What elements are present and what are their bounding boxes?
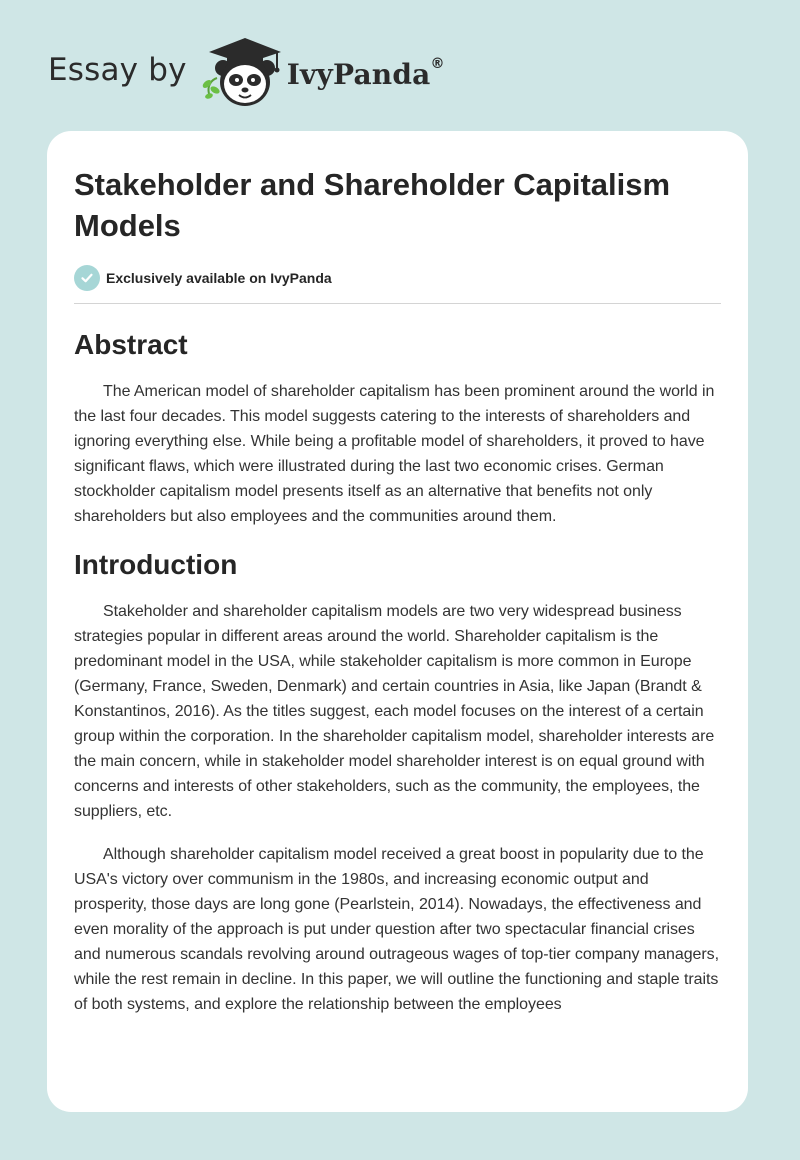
introduction-paragraph: Although shareholder capitalism model received a great boost in popularity due to the USA's victory over communism in the 1980s, and increasing economic output and prosperity, those days are long gone (Pearlstein, 2014). Nowadays, the effectiveness and even morality of the approach is put under question after two spectacular financial crises and numerous scandals revolving around outrageous wages of top-tier company managers, while the rest remain in decline. In this paper, we will outline the functioning and staple traits of both systems, and explore the relationship between the employees <box>74 846 720 1013</box>
essay-by-label: Essay by <box>48 52 187 88</box>
panda-graduate-logo-icon[interactable] <box>199 34 285 110</box>
section-heading-introduction: Introduction <box>74 549 238 580</box>
introduction-paragraph: Stakeholder and shareholder capitalism models are two very widespread business strategies popular in different areas around the world. Shareholder capitalism is the predominant model in the USA, while stakeholder capitalism is more common in Europe (Germany, France, Sweden, Denmark) and certain countries in Asia, like Japan (Brandt & Konstantinos, 2016). As the titles suggest, each model focuses on the interest of a certain group within the corporation. In the shareholder capitalism model, shareholder interests are the main concern, while in stakeholder model shareholder interest is on equal ground with concerns and interests of other stakeholders, such as the community, the employees, the suppliers, etc. <box>74 603 715 820</box>
site-header <box>48 34 445 110</box>
brand-name-text: IvyPanda <box>286 57 431 91</box>
availability-badge <box>74 264 721 292</box>
check-icon <box>74 265 100 291</box>
abstract-section <box>74 328 721 529</box>
registered-mark: ® <box>430 55 445 72</box>
section-heading-abstract: Abstract <box>74 329 188 360</box>
availability-text: Exclusively available on IvyPanda <box>106 270 332 286</box>
abstract-paragraph: The American model of shareholder capitalism has been prominent around the world in the last four decades. This model suggests catering to the interests of shareholders and ignoring everything else. While being a profitable model of shareholders, it proved to have significant flaws, which were illustrated during the last two economic crises. German stockholder capitalism model presents itself as an alternative that benefits not only shareholders but also employees and the communities around them. <box>74 383 715 525</box>
essay-title: Stakeholder and Shareholder Capitalism Models <box>74 167 671 243</box>
divider <box>74 303 721 304</box>
brand-name[interactable] <box>286 55 445 91</box>
essay-card <box>47 131 748 1112</box>
introduction-section <box>74 548 721 1017</box>
